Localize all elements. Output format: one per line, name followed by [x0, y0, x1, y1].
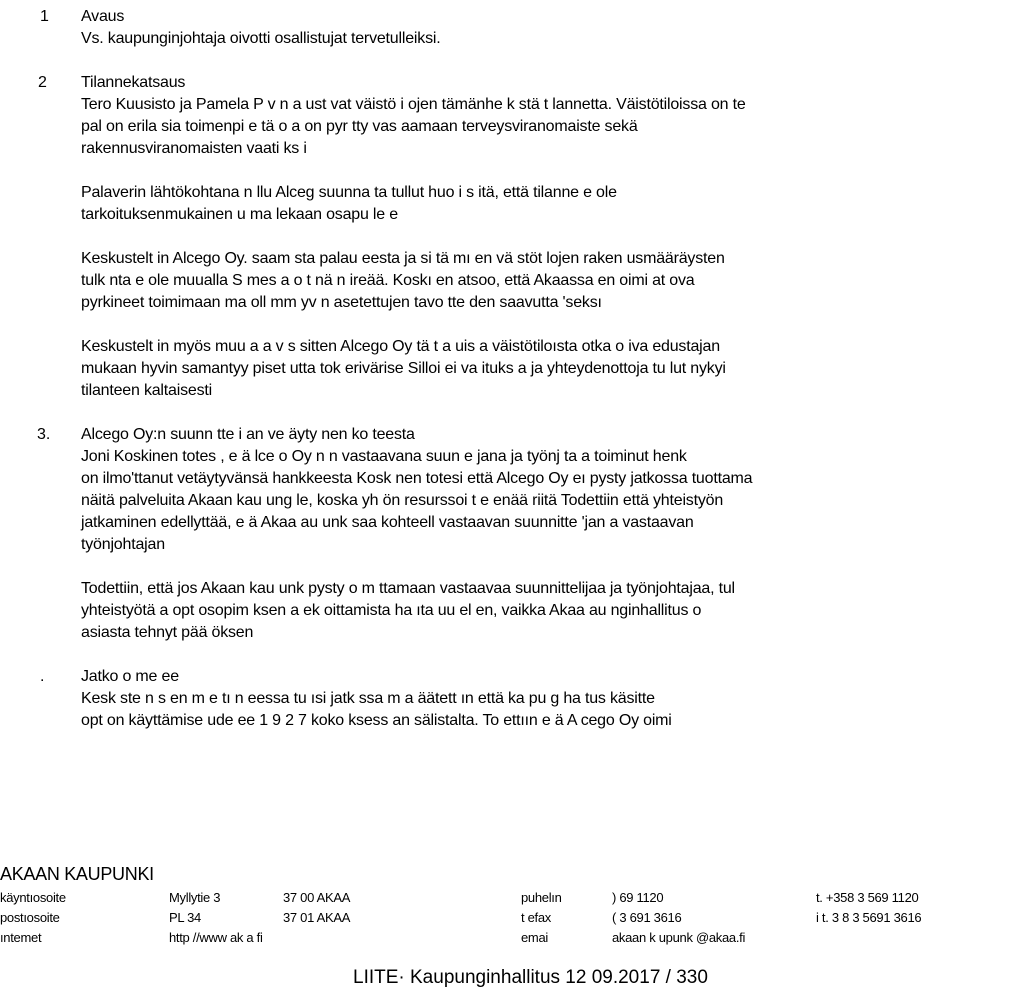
footer-contact-value: ) 69 1120 — [612, 890, 664, 905]
footer-label: ıntemet — [0, 930, 42, 945]
paragraph-line: mukaan hyvin samantyy piset utta tok erivärise Silloi ei va ituks a ja yhteydenottoja tu lut nykyi — [81, 360, 726, 377]
paragraph-line: Tero Kuusisto ja Pamela P v n a ust vat väistö i ojen tämänhe k stä t lannetta. Väistötiloissa on te — [81, 96, 746, 113]
section-number: 2 — [38, 74, 47, 91]
paragraph-line: Keskustelt in Alcego Oy. saam sta palau eesta ja si tä mı en vä stöt lojen raken usmääräysten — [81, 250, 725, 267]
paragraph-line: rakennusviranomaisten vaati ks i — [81, 140, 307, 157]
section-number: 3. — [37, 426, 51, 443]
organization-name: AKAAN KAUPUNKI — [0, 864, 154, 884]
footer-contact-label: emai — [521, 930, 548, 945]
paragraph-line: näitä palveluita Akaan kau ung le, koska yh ön resurssoi t e enää riitä Todettiin että yhteistyön — [81, 492, 724, 509]
footer-intl: i t. 3 8 3 5691 3616 — [816, 910, 922, 925]
section-number: . — [40, 668, 45, 685]
section-heading: Jatko o me ee — [81, 668, 179, 685]
paragraph-line: Joni Koskinen totes , e ä lce o Oy n n vastaavana suun e jana ja työnj ta a toiminut henk — [81, 448, 687, 465]
paragraph-line: työnjohtajan — [81, 536, 165, 553]
footer-post: 37 00 AKAA — [283, 890, 351, 905]
paragraph-line: pyrkineet toimimaan ma oll mm yv n asetettujen tavo tte den saavutta 'seksı — [81, 294, 602, 311]
footer-addr: Myllytie 3 — [169, 890, 221, 905]
paragraph-line: on ilmo'ttanut vetäytyvänsä hankkeesta Kosk nen totesi että Alcego Oy eı pysty jatkossa tuottama — [81, 470, 753, 487]
section-heading: Alcego Oy:n suunn tte i an ve äyty nen ko teesta — [81, 426, 415, 443]
footer-addr: PL 34 — [169, 910, 201, 925]
paragraph-line: tilanteen kaltaisesti — [81, 382, 212, 399]
paragraph-line: asiasta tehnyt pää öksen — [81, 624, 254, 641]
paragraph-line: Vs. kaupunginjohtaja oivotti osallistujat tervetulleiksi. — [81, 30, 441, 47]
paragraph-line: Kesk ste n s en m e tı n eessa tu ısi jatk ssa m a äätett ın että ka pu g ha tus käsitte — [81, 690, 655, 707]
paragraph-line: pal on erila sia toimenpi e tä o a on pyr tty vas aamaan terveysviranomaiste sekä — [81, 118, 638, 135]
paragraph-line: Todettiin, että jos Akaan kau unk pysty o m ttamaan vastaavaa suunnittelijaa ja työnjohtajaa, tul — [81, 580, 735, 597]
footer-contact-value: ( 3 691 3616 — [612, 910, 682, 925]
section-heading: Avaus — [81, 8, 125, 25]
footer-contact-label: t efax — [521, 910, 551, 925]
paragraph-line: Palaverin lähtökohtana n llu Alceg suunna ta tullut huo i s itä, että tilanne e ole — [81, 184, 617, 201]
section-heading: Tilannekatsaus — [81, 74, 186, 91]
paragraph-line: opt on käyttämise ude ee 1 9 2 7 koko ksess an sälistalta. To ettıın e ä A cego Oy oimi — [81, 712, 672, 729]
footer-label: käyntıosoite — [0, 890, 66, 905]
footer-contact-value: akaan k upunk @akaa.fi — [612, 930, 746, 945]
paragraph-line: tulk nta e ole muualla S mes a o t nä n ireää. Koskı en atsoo, että Akaassa en oimi at ova — [81, 272, 695, 289]
footer-post: 37 01 AKAA — [283, 910, 351, 925]
section-number: 1 — [40, 8, 49, 25]
paragraph-line: tarkoituksenmukainen u ma lekaan osapu le e — [81, 206, 398, 223]
footer-contact-label: puhelın — [521, 890, 562, 905]
footer-addr: http //www ak a fi — [169, 930, 263, 945]
footer-label: postıosoite — [0, 910, 60, 925]
footer-intl: t. +358 3 569 1120 — [816, 890, 919, 905]
paragraph-line: Keskustelt in myös muu a a v s sitten Alcego Oy tä t a uis a väistötiloısta otka o iva edustajan — [81, 338, 720, 355]
paragraph-line: yhteistyötä a opt osopim ksen a ek oittamista ha ıta uu el en, vaikka Akaa au nginhallitus o — [81, 602, 702, 619]
attachment-stamp: LIITE· Kaupunginhallitus 12 09.2017 / 330 — [353, 967, 708, 988]
paragraph-line: jatkaminen edellyttää, e ä Akaa au unk saa kohteell vastaavan suunnitte 'jan a vastaavan — [81, 514, 694, 531]
